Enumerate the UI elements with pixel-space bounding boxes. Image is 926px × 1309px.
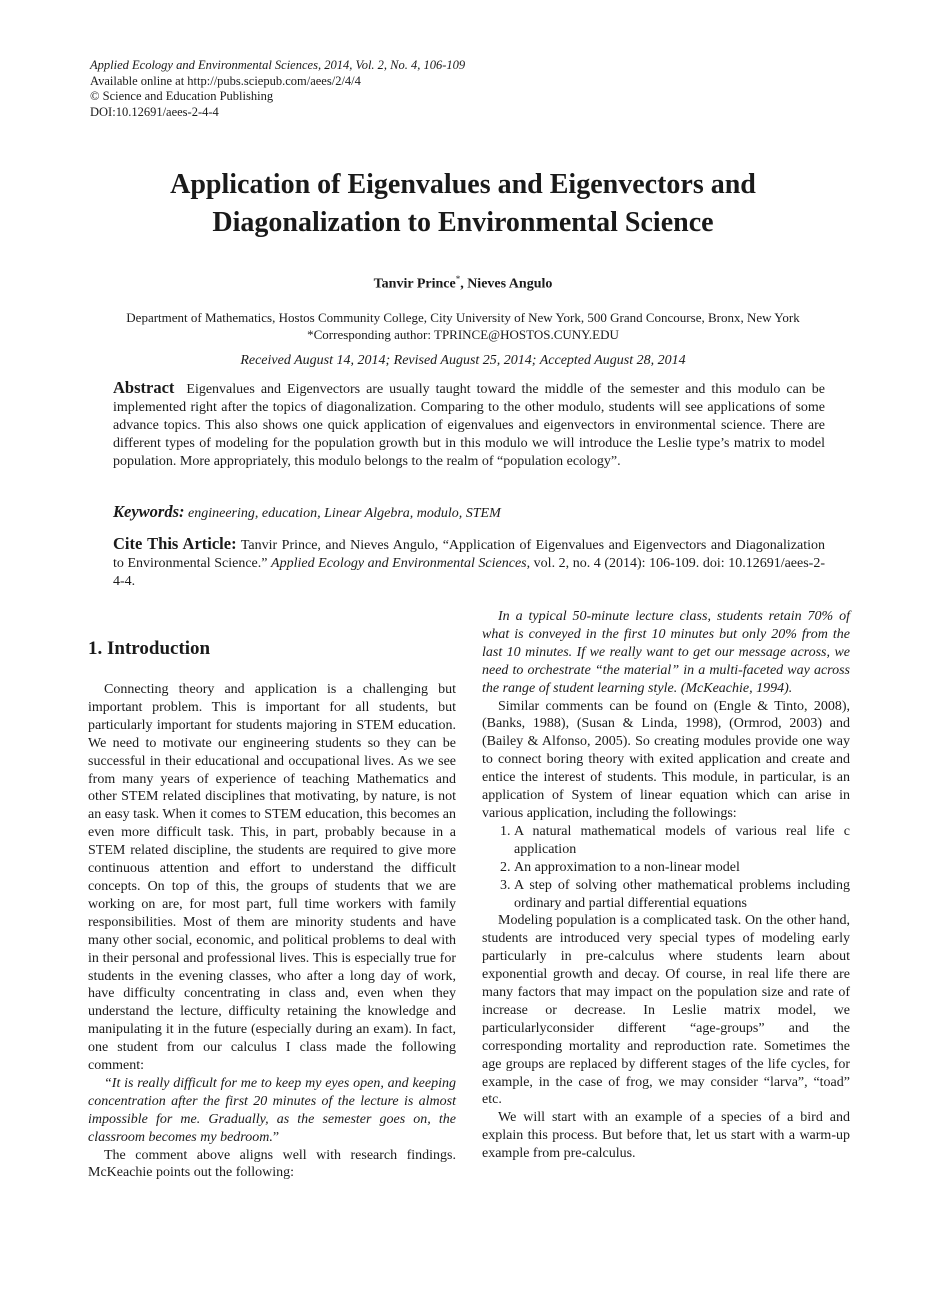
affiliation: Department of Mathematics, Hostos Community College, City University of New York, 500 Grand Concourse, Bronx, New York: [126, 310, 800, 325]
affiliation-block: [60, 309, 866, 343]
left-column: [88, 636, 456, 1182]
intro-paragraph-1: Connecting theory and application is a challenging but important problem. This is important for all students, but particularly important for students majoring in STEM education. We need to motivate our engineering students so they can be successful in their educational and occupational lives. As we see from many years of experience of teaching Mathematics and other STEM related disciplines that motivating, by nature, is not an easy task. When it comes to STEM education, this becomes an even more difficult task. This, in part, probably because in a STEM related discipline, the students are required to give more continuous attention and effort to understand the difficult concepts. On top of this, the groups of students that we are working on are, for most part, full time workers with family responsibilities. Most of them are minority students and have many other social, economic, and political problems to deal with in their personal and professional lives. This is especially true for students in the evening classes, who after a long day of work, have difficulty concentrating in class and, even when they understand the lecture, difficulty retaining the knowledge and manipulating it in the future (especially during an exam). In fact, one student from our calculus I class made the following comment:: [88, 682, 456, 1074]
mckeachie-quote: In a typical 50-minute lecture class, students retain 70% of what is conveyed in the first 10 minutes but only 20% from the last 10 minutes. If we really want to get our message across, we need to orchestrate “the material” in a multi-faceted way across the range of student learning style. (McKeachie, 1994).: [482, 609, 850, 696]
keywords-label: Keywords:: [113, 502, 185, 521]
corresponding-author: *Corresponding author: TPRINCE@HOSTOS.CUNY.EDU: [307, 327, 619, 342]
cite-block: [113, 535, 825, 591]
corresponding-mark: *: [455, 274, 461, 284]
intro-paragraph-2: The comment above aligns well with research findings. McKeachie points out the following:: [88, 1147, 456, 1181]
keywords-block: [113, 503, 825, 523]
list-item: 1. A natural mathematical models of various real life c application: [514, 823, 850, 859]
list-item: 2. An approximation to a non-linear model: [514, 859, 850, 877]
abstract-block: [113, 379, 825, 471]
author-first: Tanvir Prince: [373, 276, 456, 292]
online-url-line: Available online at http://pubs.sciepub.com/aees/2/4/4: [90, 73, 361, 88]
student-quote-text: “It is really difficult for me to keep my eyes open, and keeping concentration after the first 20 minutes of the lecture is almost impossible for me. Gradually, as the semester goes on, the classroom becomes my bedroom.: [88, 1075, 456, 1145]
application-list: [482, 823, 850, 913]
title-line-1: Application of Eigenvalues and Eigenvectors and: [170, 169, 756, 200]
abstract-text: Eigenvalues and Eigenvectors are usually taught toward the middle of the semester and this modulo can be implemented right after the topics of diagonalization. Comparing to the other modulo, students will see applications of some advance topics. This also shows one quick application of eigenvalues and eigenvectors in environmental science. There are different types of modeling for the population growth but in this modulo we will introduce the Leslie type’s matrix to model population. More appropriately, this modulo belongs to the realm of “population ecology”.: [113, 382, 826, 469]
doi-line: DOI:10.12691/aees-2-4-4: [90, 104, 219, 119]
list-item: 3. A step of solving other mathematical problems including ordinary and partial differential equations: [514, 877, 850, 913]
student-quote-close: ”: [272, 1129, 280, 1145]
author-list: [60, 274, 866, 293]
submission-dates: Received August 14, 2014; Revised August 25, 2014; Accepted August 28, 2014: [240, 353, 686, 368]
intro-paragraph-3: Similar comments can be found on (Engle & Tinto, 2008), (Banks, 1988), (Susan & Linda, 1998), (Ormrod, 2003) and (Bailey & Alfonso, 2005). So creating modules provide one way to connect boring theory with exited application and create and entice the interest of students. This module, in particular, is an application of System of linear equation which can arise in various application, including the followings:: [482, 698, 850, 821]
section-heading: 1. Introduction: [88, 638, 211, 659]
author-rest: , Nieves Angulo: [460, 276, 553, 292]
abstract-label: Abstract: [113, 378, 175, 397]
title-line-2: Diagonalization to Environmental Science: [212, 207, 714, 238]
journal-citation-line: Applied Ecology and Environmental Sciences, 2014, Vol. 2, No. 4, 106-109: [90, 58, 466, 72]
cite-journal: Applied Ecology and Environmental Sciences: [271, 556, 527, 571]
paper-title: [60, 166, 866, 242]
student-quote: [88, 1075, 456, 1147]
cite-text: Tanvir Prince, and Nieves Angulo, “Application of Eigenvalues and Eigenvectors and Diagonalization to Environmental Science.”: [113, 538, 825, 571]
intro-paragraph-4: Modeling population is a complicated task. On the other hand, students are introduced very special types of modeling early particularly in pre-calculus where students learn about exponential growth and decay. Of course, in real life there are many factors that may impact on the population size and rate of increase or decrease. In Leslie matrix model, we particularlyconsider different “age-groups” and the corresponding mortality and reproduction rate. Sometimes the age groups are replaced by different stages of the life cycles, for example, in the case of frog, we may consider “larva”, “toad” etc.: [482, 913, 850, 1108]
publisher-line: © Science and Education Publishing: [90, 89, 274, 103]
journal-header: [90, 58, 465, 120]
cite-label: Cite This Article:: [113, 534, 237, 553]
intro-paragraph-5: We will start with an example of a species of a bird and explain this process. But before that, let us start with a warm-up example from pre-calculus.: [482, 1110, 850, 1162]
keywords-text: engineering, education, Linear Algebra, modulo, STEM: [188, 506, 501, 521]
cite-volume: , vol. 2, no. 4 (2014): 106-109. doi: 10.12691/aees-2-4-4.: [113, 556, 825, 589]
right-column: [482, 608, 850, 1163]
